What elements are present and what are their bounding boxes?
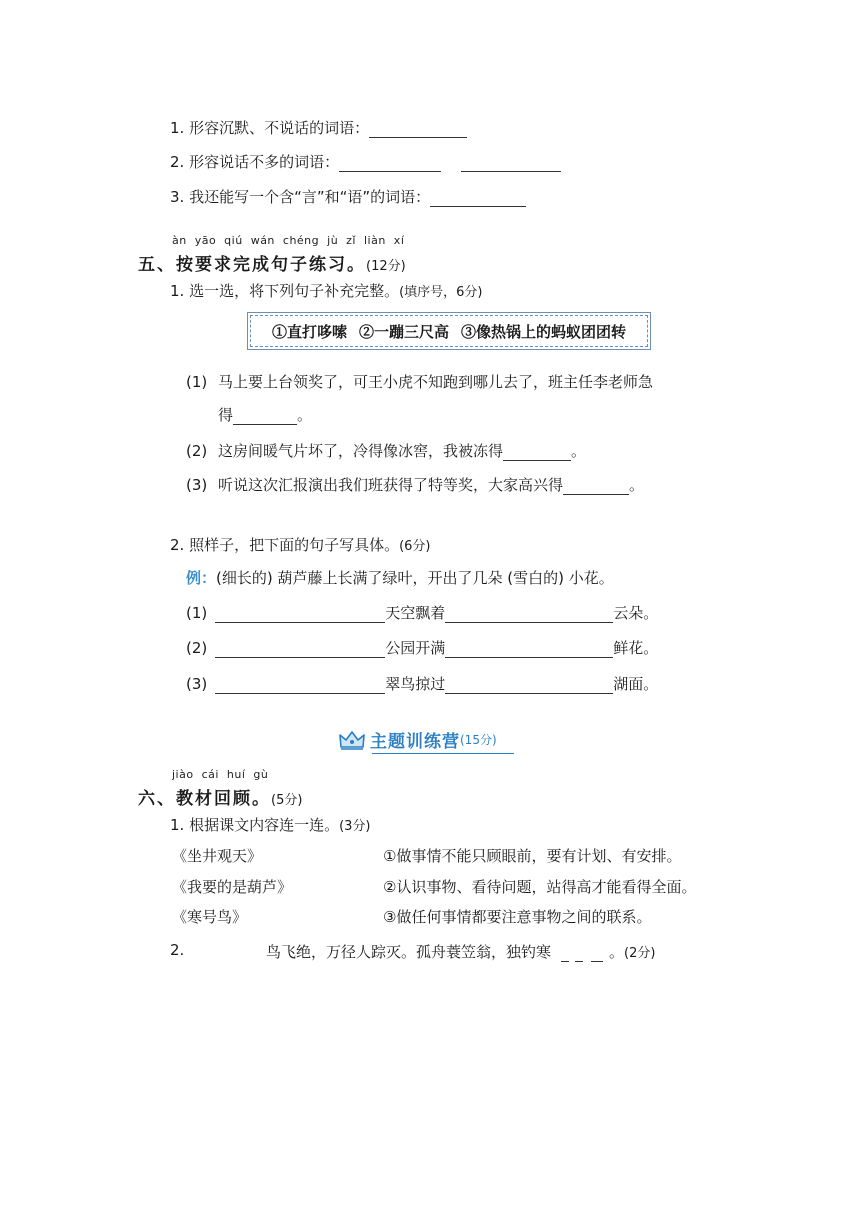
theme-underline [372, 753, 514, 754]
s5-sub2-title-row [170, 534, 431, 555]
item-num: (2) [186, 639, 208, 657]
theme-title: 主题训练营 [370, 732, 460, 752]
item-end: 云朵。 [613, 604, 659, 622]
poem-end: 。 [609, 943, 625, 961]
s6-score: (5分) [271, 793, 303, 808]
answer-blank[interactable] [591, 947, 603, 962]
answer-blank[interactable] [233, 410, 297, 425]
book-title-1[interactable]: 《坐井观天》 [172, 847, 263, 865]
item-num: (3) [186, 476, 208, 494]
s5-heading: 五、按要求完成句子练习。 [138, 255, 366, 275]
answer-blank[interactable] [445, 608, 613, 623]
option-2: ②一蹦三尺高 [358, 322, 449, 341]
item-end: 湖面。 [613, 675, 659, 693]
book-title-3[interactable]: 《寒号鸟》 [172, 908, 248, 926]
moral-2[interactable]: ②认识事物、看待问题，站得高才能看得全面。 [383, 878, 697, 896]
item-end: 。 [571, 442, 587, 460]
answer-blank[interactable] [503, 446, 571, 461]
item-mid: 天空飘着 [385, 604, 446, 622]
answer-blank[interactable] [339, 157, 441, 172]
s5-pinyin: àn yāo qiú wán chéng jù zǐ liàn xí [172, 234, 405, 247]
item-text: 得 [218, 406, 234, 424]
option-3: ③像热锅上的蚂蚁团团转 [461, 322, 627, 341]
item-text: 马上要上台领奖了，可王小虎不知跑到哪儿去了，班主任李老师急 [218, 373, 654, 391]
s5-sub2-title: 2. 照样子，把下面的句子写具体。 [170, 536, 400, 554]
s5-heading-row [138, 250, 406, 275]
answer-blank[interactable] [215, 608, 385, 623]
s6-sub1-score: (3分) [339, 819, 371, 834]
theme-banner [338, 727, 497, 752]
s5-example [186, 567, 614, 588]
answer-blank[interactable] [369, 123, 467, 138]
book-title-2[interactable]: 《我要的是葫芦》 [172, 878, 293, 896]
s5-score: (12分) [366, 259, 406, 274]
item-num: (3) [186, 675, 208, 693]
answer-blank[interactable] [215, 679, 385, 694]
item-text: 听说这次汇报演出我们班获得了特等奖，大家高兴得 [218, 476, 564, 494]
answer-blank[interactable] [445, 679, 613, 694]
item-num: (2) [186, 442, 208, 460]
s6-heading: 六、教材回顾。 [138, 789, 271, 809]
crown-icon [338, 729, 366, 751]
answer-blank[interactable] [430, 192, 526, 207]
s6-sub1-title: 1. 根据课文内容连一连。 [170, 816, 340, 834]
s4-q3 [170, 186, 526, 207]
answer-blank[interactable] [575, 947, 583, 962]
s5-write-2 [186, 637, 658, 658]
s4-q1 [170, 117, 467, 138]
s5-sub1-score: (填序号，6分) [399, 285, 483, 300]
item-mid: 公园开满 [385, 639, 446, 657]
s5-item-3 [186, 474, 644, 495]
s6-q2-num: 2. [170, 941, 185, 959]
answer-blank[interactable] [461, 157, 561, 172]
option-1: ①直打哆嗦 [271, 322, 347, 341]
item-text: 这房间暖气片坏了，冷得像冰窖，我被冻得 [218, 442, 504, 460]
theme-score: (15分) [460, 733, 497, 747]
item-num: (1) [186, 373, 208, 391]
s5-sub1-title-row [170, 280, 483, 301]
poem-text: 鸟飞绝，万径人踪灭。孤舟蓑笠翁，独钓寒 [266, 943, 552, 961]
example-label: 例： [186, 569, 217, 587]
item-end: 。 [297, 406, 313, 424]
s4-q1-text: 1. 形容沉默、不说话的词语： [170, 119, 370, 137]
moral-3[interactable]: ③做任何事情都要注意事物之间的联系。 [383, 908, 652, 926]
example-text: (细长的) 葫芦藤上长满了绿叶，开出了几朵 (雪白的) 小花。 [216, 569, 614, 587]
s4-q2-text: 2. 形容说话不多的词语： [170, 153, 340, 171]
item-end: 。 [629, 476, 645, 494]
answer-blank[interactable] [563, 480, 629, 495]
s5-write-1 [186, 602, 658, 623]
s5-sub2-score: (6分) [399, 539, 431, 554]
s5-write-3 [186, 673, 658, 694]
item-num: (1) [186, 604, 208, 622]
item-mid: 翠鸟掠过 [385, 675, 446, 693]
s5-item-1-cont [218, 404, 312, 425]
s5-item-1 [186, 371, 653, 392]
options-box [247, 312, 651, 350]
s6-heading-row [138, 784, 302, 809]
answer-blank[interactable] [215, 643, 385, 658]
s6-q2-score: (2分) [624, 946, 656, 961]
moral-1[interactable]: ①做事情不能只顾眼前，要有计划、有安排。 [383, 847, 682, 865]
item-end: 鲜花。 [613, 639, 659, 657]
answer-blank[interactable] [561, 947, 569, 962]
answer-blank[interactable] [445, 643, 613, 658]
s6-sub1-title-row [170, 814, 371, 835]
s4-q3-text: 3. 我还能写一个含“言”和“语”的词语： [170, 188, 431, 206]
s5-sub1-title: 1. 选一选，将下列句子补充完整。 [170, 282, 400, 300]
s4-q2 [170, 151, 561, 172]
s6-q2 [266, 941, 655, 962]
s6-pinyin: jiào cái huí gù [172, 768, 269, 781]
s5-item-2 [186, 440, 586, 461]
